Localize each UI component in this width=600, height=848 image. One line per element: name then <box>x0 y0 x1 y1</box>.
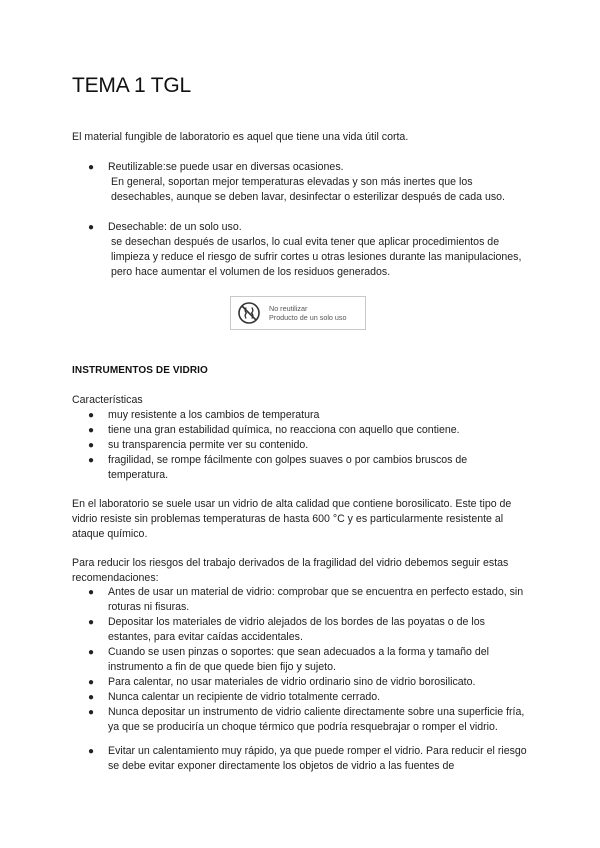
no-reuse-icon <box>237 301 261 325</box>
bullet-icon: ● <box>88 440 95 451</box>
section-title: INSTRUMENTOS DE VIDRIO <box>72 365 208 376</box>
bullet-icon: ● <box>88 410 95 421</box>
recommendation-text: Antes de usar un material de vidrio: comprobar que se encuentra en perfecto estado, sin roturas ni fisuras. <box>108 586 524 613</box>
bullet-icon: ● <box>88 677 95 688</box>
page-title: TEMA 1 TGL <box>72 74 191 97</box>
material-type-heading: Reutilizable:se puede usar en diversas ocasiones. <box>108 161 344 173</box>
recommendation-text: Nunca depositar un instrumento de vidrio caliente directamente sobre una superficie fría, ya que se produciría un choque térmico que podría resquebrajar o romper el vidrio. <box>108 706 525 733</box>
bullet-icon: ● <box>88 455 95 466</box>
single-use-label <box>230 296 366 330</box>
recommendation-text: Cuando se usen pinzas o soportes: que sean adecuados a la forma y tamaño del instrumento a fin de que quede bien fijo y sujeto. <box>108 646 490 673</box>
material-type-text: En general, soportan mejor temperaturas elevadas y son más inertes que los desechables, aunque se deben lavar, desinfectar o esterilizar después de cada uso. <box>111 176 505 203</box>
bullet-icon: ● <box>88 162 95 173</box>
recommendation-text: Evitar un calentamiento muy rápido, ya que puede romper el vidrio. Para reducir el riesgo se debe evitar exponer directamente los objetos de vidrio a las fuentes de <box>108 745 527 772</box>
bullet-icon: ● <box>88 617 95 628</box>
characteristic-text: fragilidad, se rompe fácilmente con golpes suaves o por cambios bruscos de temperatura. <box>108 454 468 481</box>
bullet-icon: ● <box>88 707 95 718</box>
label-line-2: Producto de un solo uso <box>269 313 347 322</box>
characteristics-heading: Características <box>72 394 143 406</box>
recommendation-text: Depositar los materiales de vidrio alejados de los bordes de las poyatas o de los estantes, para evitar caídas accidentales. <box>108 616 485 643</box>
material-type-text: se desechan después de usarlos, lo cual evita tener que aplicar procedimientos de limpieza y reduce el riesgo de sufrir cortes u otras lesiones durante las manipulaciones, pero hace aumentar el volumen de los residuos generados. <box>111 236 522 278</box>
borosilicate-paragraph: En el laboratorio se suele usar un vidrio de alta calidad que contiene borosilicato. Este tipo de vidrio resiste sin problemas temperaturas de hasta 600 °C y es particularmente resistente al ataque químico. <box>72 498 512 540</box>
bullet-icon: ● <box>88 222 95 233</box>
recommendation-text: Para calentar, no usar materiales de vidrio ordinario sino de vidrio borosilicato. <box>108 676 476 688</box>
intro-paragraph: El material fungible de laboratorio es aquel que tiene una vida útil corta. <box>72 131 409 143</box>
bullet-icon: ● <box>88 647 95 658</box>
characteristic-text: su transparencia permite ver su contenido. <box>108 439 309 451</box>
recommendation-text: Nunca calentar un recipiente de vidrio totalmente cerrado. <box>108 691 381 703</box>
label-line-1: No reutilizar <box>269 304 308 313</box>
recommendations-intro: Para reducir los riesgos del trabajo derivados de la fragilidad del vidrio debemos seguir estas recomendaciones: <box>72 557 509 584</box>
bullet-icon: ● <box>88 587 95 598</box>
bullet-icon: ● <box>88 692 95 703</box>
bullet-icon: ● <box>88 425 95 436</box>
bullet-icon: ● <box>88 746 95 757</box>
characteristic-text: tiene una gran estabilidad química, no reacciona con aquello que contiene. <box>108 424 460 436</box>
material-type-heading: Desechable: de un solo uso. <box>108 221 242 233</box>
characteristic-text: muy resistente a los cambios de temperatura <box>108 409 320 421</box>
